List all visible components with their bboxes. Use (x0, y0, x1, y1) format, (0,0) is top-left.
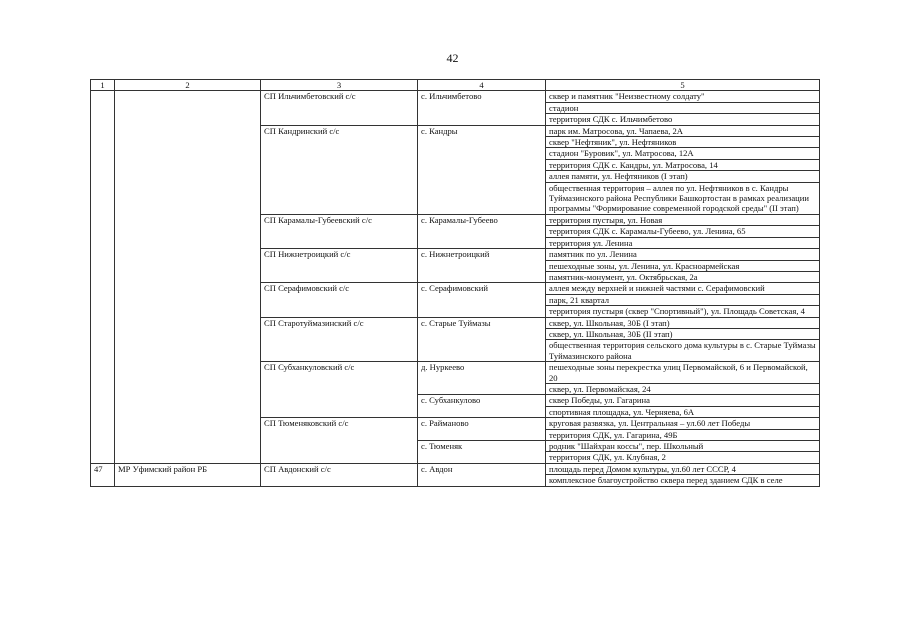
object-cell: сквер, ул. Школьная, 30Б (II этап) (546, 328, 820, 339)
object-cell: комплексное благоустройство сквера перед зданием СДК в селе (546, 475, 820, 486)
locality-cell: с. Серафимовский (418, 283, 546, 317)
object-cell: круговая развязка, ул. Центральная – ул.60 лет Победы (546, 418, 820, 429)
object-cell: стадион (546, 102, 820, 113)
settlement-cell: СП Субханкуловский с/с (261, 362, 418, 418)
object-cell: пешеходные зоны перекрестка улиц Первомайской, 6 и Первомайской, 20 (546, 362, 820, 384)
locality-cell: с. Кандры (418, 125, 546, 214)
settlement-cell: СП Карамалы-Губеевский с/с (261, 214, 418, 248)
object-cell: родник "Шайхран коссы", пер. Школьный (546, 441, 820, 452)
header-row (91, 80, 820, 91)
locality-cell: с. Ильчимбетово (418, 91, 546, 125)
object-cell: территория пустыря, ул. Новая (546, 214, 820, 225)
object-cell: памятник-монумент, ул. Октябрьская, 2а (546, 271, 820, 282)
settlement-cell: СП Авдонский с/с (261, 463, 418, 486)
object-cell: аллея между верхней и нижней частями с. Серафимовский (546, 283, 820, 294)
locality-cell: с. Субханкулово (418, 395, 546, 418)
header-cell: 4 (418, 80, 546, 91)
object-cell: сквер "Нефтяник", ул. Нефтяников (546, 137, 820, 148)
object-cell: территория СДК с. Ильчимбетово (546, 114, 820, 125)
number-cell (91, 91, 115, 463)
object-cell: территория СДК, ул. Клубная, 2 (546, 452, 820, 463)
locality-cell: с. Карамалы-Губеево (418, 214, 546, 248)
settlement-cell: СП Старотуймазинский с/с (261, 317, 418, 362)
district-cell: МР Уфимский район РБ (115, 463, 261, 486)
object-cell: спортивная площадка, ул. Черняева, 6А (546, 406, 820, 417)
page-number: 42 (446, 51, 459, 65)
object-cell: пешеходные зоны, ул. Ленина, ул. Красноармейская (546, 260, 820, 271)
object-cell: стадион "Буровик", ул. Матросова, 12А (546, 148, 820, 159)
object-cell: парк, 21 квартал (546, 294, 820, 305)
object-cell: сквер, ул. Первомайская, 24 (546, 383, 820, 394)
locality-cell: с. Старые Туймазы (418, 317, 546, 362)
settlement-cell: СП Тюменяковский с/с (261, 418, 418, 464)
header-cell: 5 (546, 80, 820, 91)
object-cell: площадь перед Домом культуры, ул.60 лет СССР, 4 (546, 463, 820, 474)
number-cell: 47 (91, 463, 115, 486)
object-cell: сквер, ул. Школьная, 30Б (I этап) (546, 317, 820, 328)
object-cell: общественная территория сельского дома культуры в с. Старые Туймазы Туймазинского района (546, 340, 820, 362)
table-row (91, 91, 820, 102)
object-cell: парк им. Матросова, ул. Чапаева, 2А (546, 125, 820, 136)
settlement-cell: СП Серафимовский с/с (261, 283, 418, 317)
header-cell: 3 (261, 80, 418, 91)
object-cell: аллея памяти, ул. Нефтяников (I этап) (546, 171, 820, 182)
locality-cell: с. Тюменяк (418, 441, 546, 464)
object-cell: памятник по ул. Ленина (546, 249, 820, 260)
locality-cell: д. Нуркеево (418, 362, 546, 395)
table-row (91, 463, 820, 474)
locality-cell: с. Авдон (418, 463, 546, 486)
object-cell: территория СДК с. Карамалы-Губеево, ул. Ленина, 65 (546, 226, 820, 237)
settlement-cell: СП Нижнетроицкий с/с (261, 249, 418, 283)
object-cell: территория пустыря (сквер "Спортивный"), ул. Площадь Советская, 4 (546, 306, 820, 317)
object-cell: сквер Победы, ул. Гагарина (546, 395, 820, 406)
object-cell: территория СДК с. Кандры, ул. Матросова, 14 (546, 159, 820, 170)
settlement-cell: СП Ильчимбетовский с/с (261, 91, 418, 125)
territories-table (90, 79, 820, 487)
object-cell: территория ул. Ленина (546, 237, 820, 248)
locality-cell: с. Райманово (418, 418, 546, 441)
settlement-cell: СП Кандринский с/с (261, 125, 418, 214)
header-cell: 2 (115, 80, 261, 91)
object-cell: территория СДК, ул. Гагарина, 49Б (546, 429, 820, 440)
object-cell: общественная территория – аллея по ул. Нефтяников в с. Кандры Туймазинского района Республики Башкортостан в рамках реализации программы "Формирование современной городской среды" (II этап) (546, 182, 820, 214)
locality-cell: с. Нижнетроицкий (418, 249, 546, 283)
header-cell: 1 (91, 80, 115, 91)
object-cell: сквер и памятник "Неизвестному солдату" (546, 91, 820, 102)
district-cell (115, 91, 261, 463)
